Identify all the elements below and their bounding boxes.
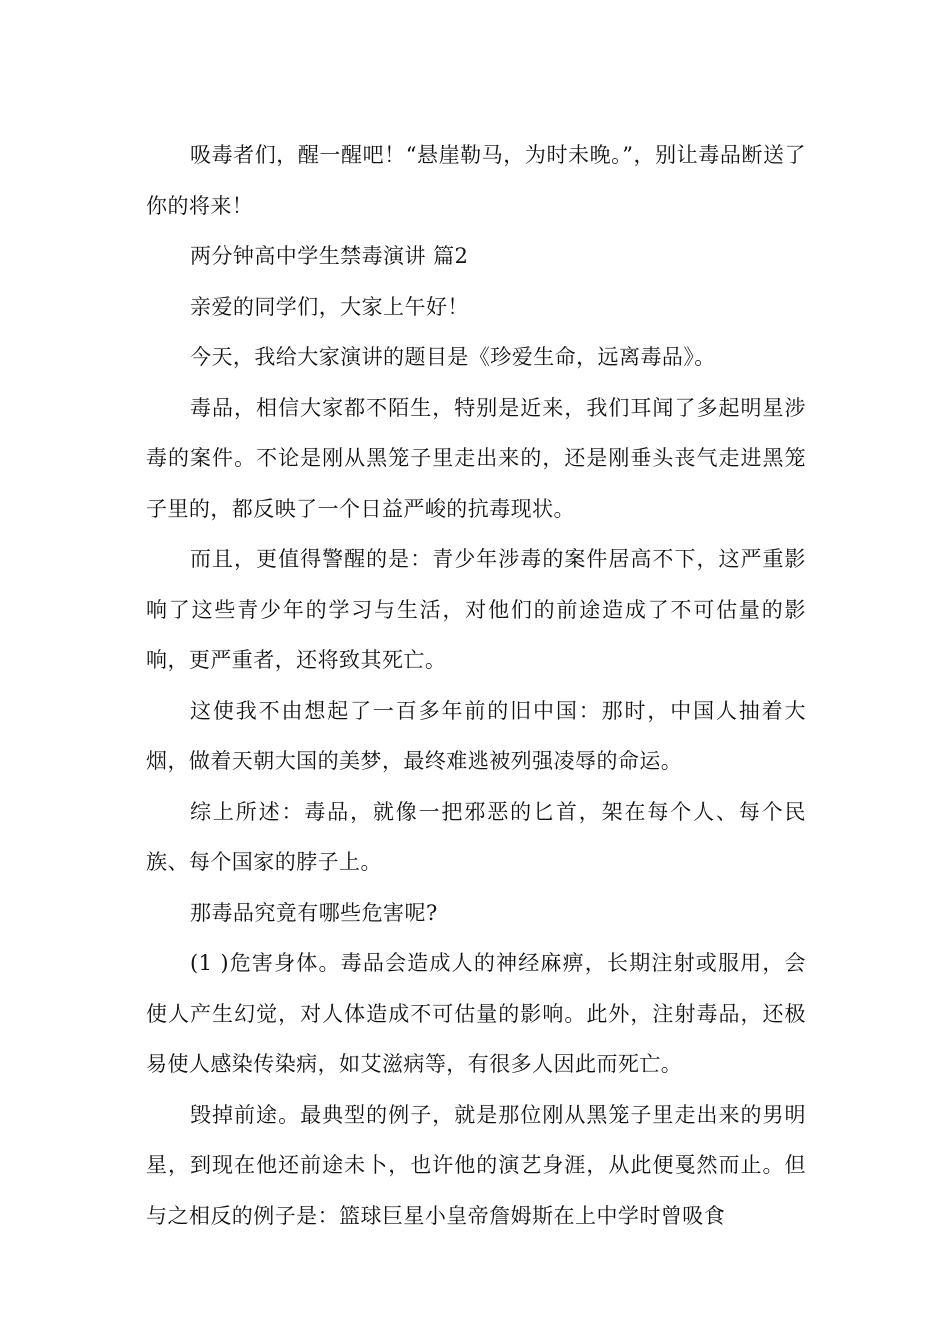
paragraph: 今天，我给大家演讲的题目是《珍爱生命，远离毒品》。	[190, 345, 716, 369]
paragraph: 毒品，相信大家都不陌生，特别是近来，我们耳闻了多起明星涉毒的案件。不论是刚从黑笼子里走出来的，还是刚垂头丧气走进黑笼子里的，都反映了一个日益严峻的抗毒现状。	[146, 395, 806, 521]
paragraph: 而且，更值得警醒的是：青少年涉毒的案件居高不下，这严重影响了这些青少年的学习与生活，对他们的前途造成了不可估量的影响，更严重者，还将致其死亡。	[146, 547, 806, 672]
paragraph: 毁掉前途。最典型的例子，就是那位刚从黑笼子里走出来的男明星，到现在他还前途未卜，也许他的演艺身涯，从此便戛然而止。但与之相反的例子是：篮球巨星小皇帝詹姆斯在上中学时曾吸食	[146, 1102, 806, 1228]
paragraph: 亲爱的同学们，大家上午好！	[190, 294, 469, 319]
paragraph: 这使我不由想起了一百多年前的旧中国：那时，中国人抽着大烟，做着天朝大国的美梦，最终难逃被列强凌辱的命运。	[146, 698, 806, 773]
paragraph: 吸毒者们，醒一醒吧！“悬崖勒马，为时未晚。”，别让毒品断送了你的将来！	[146, 143, 806, 218]
section-heading: 两分钟高中学生禁毒演讲 篇2	[190, 244, 469, 268]
paragraph: 综上所述：毒品，就像一把邪恶的匕首，架在每个人、每个民族、每个国家的脖子上。	[146, 799, 806, 874]
document-body	[146, 130, 806, 1241]
paragraph: 那毒品究竟有哪些危害呢?	[190, 900, 438, 925]
paragraph: (1 )危害身体。毒品会造成人的神经麻痹，长期注射或服用，会使人产生幻觉，对人体造成不可估量的影响。此外，注射毒品，还极易使人感染传染病，如艾滋病等，有很多人因此而死亡。	[146, 951, 806, 1076]
